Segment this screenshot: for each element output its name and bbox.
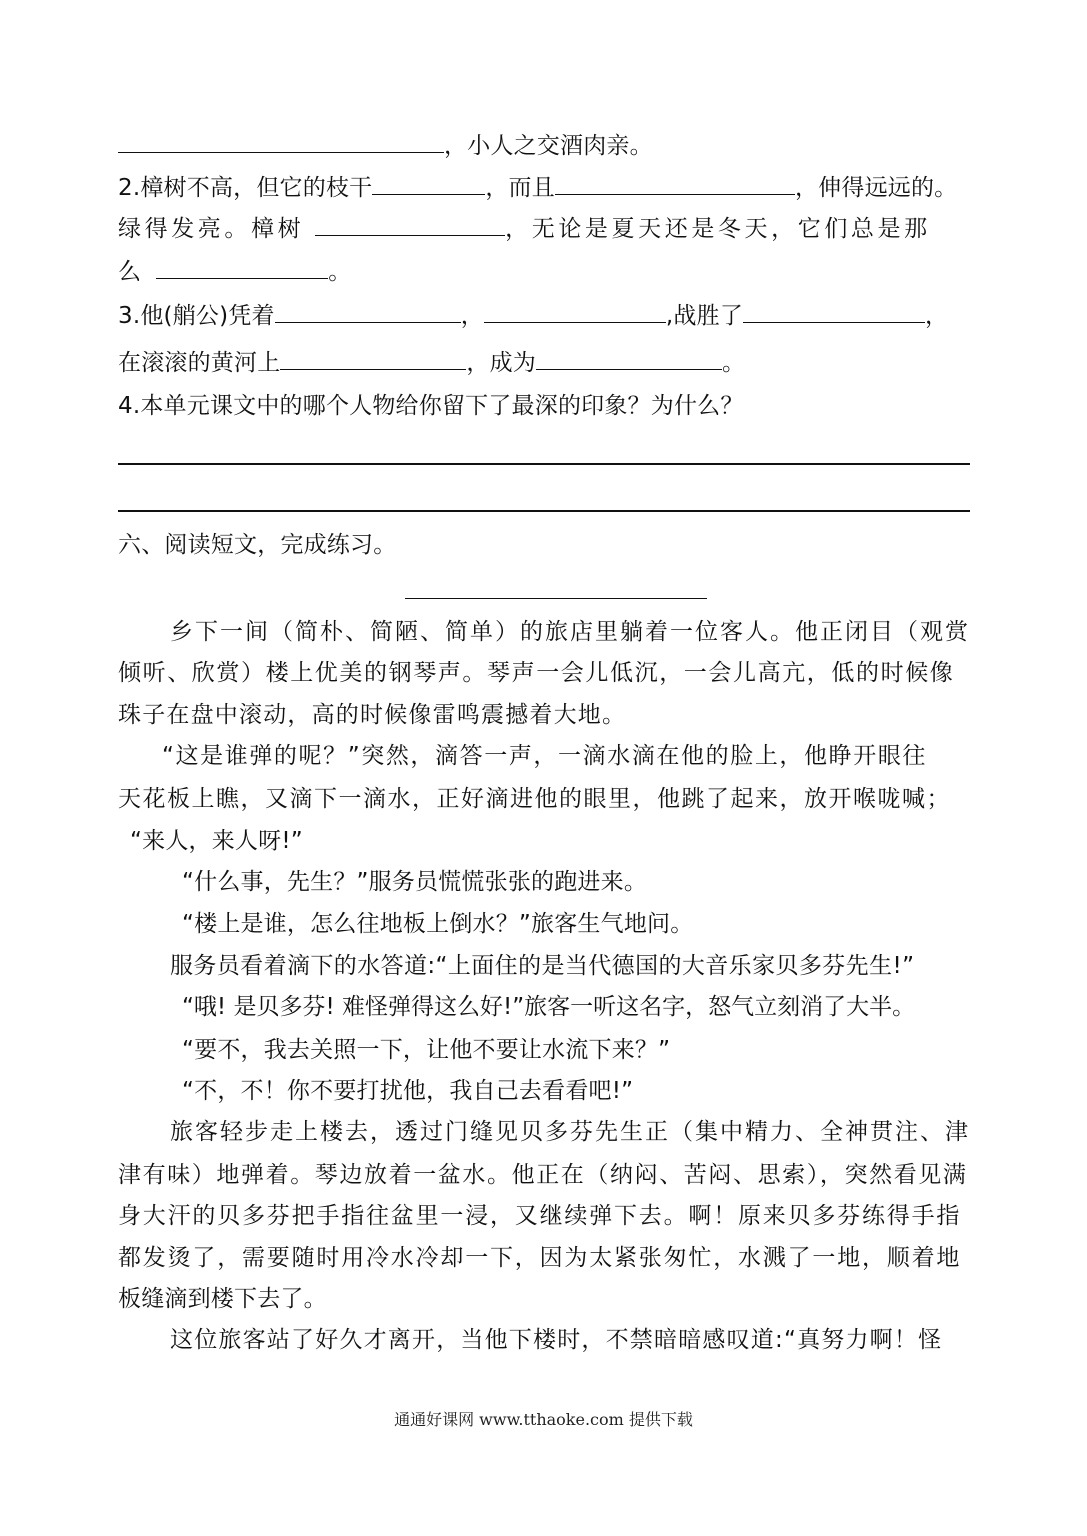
passage-line: “要不，我去关照一下，让他不要让水流下来？” — [182, 1037, 671, 1063]
text: 3.他(艄公)凭着 — [118, 303, 275, 329]
text: ，成为 — [466, 350, 537, 376]
answer-blank[interactable] — [280, 347, 466, 370]
passage-line: “这是谁弹的呢？”突然，滴答一声，一滴水滴在他的脸上，他睁开眼往 — [162, 743, 928, 769]
answer-blank[interactable] — [315, 213, 505, 236]
text: ，小人之交酒肉亲。 — [444, 133, 653, 159]
passage-line: 身大汗的贝多芬把手指往盆里一浸，又继续弹下去。啊！原来贝多芬练得手指 — [118, 1203, 962, 1229]
passage-line: “什么事，先生？”服务员慌慌张张的跑进来。 — [182, 869, 648, 895]
text: ，无论是夏天还是冬天，它们总是那 — [505, 216, 931, 242]
answer-blank[interactable] — [555, 172, 795, 195]
text: 绿得发亮。樟树 — [118, 216, 305, 242]
line-q2-3 — [118, 256, 970, 287]
passage-line: “哦! 是贝多芬! 难怪弹得这么好!”旅客一听这名字，怒气立刻消了大半。 — [182, 994, 916, 1020]
line-q4 — [118, 391, 970, 421]
answer-blank[interactable] — [536, 347, 722, 370]
text: 2.樟树不高，但它的枝干 — [118, 175, 373, 201]
passage-line: “来人，来人呀!” — [130, 828, 303, 854]
line-q2-1 — [118, 172, 970, 203]
page-footer: 通通好课网 www.tthaoke.com 提供下载 — [394, 1410, 693, 1429]
answer-blank[interactable] — [372, 172, 485, 195]
answer-blank[interactable] — [156, 256, 328, 279]
answer-blank[interactable] — [118, 130, 444, 153]
text: ， — [925, 303, 949, 329]
text: 。 — [328, 259, 352, 285]
passage-line: 珠子在盘中滚动，高的时候像雷鸣震撼着大地。 — [118, 702, 627, 728]
section-heading: 六、阅读短文，完成练习。 — [118, 532, 397, 558]
passage-line: 板缝滴到楼下去了。 — [118, 1286, 327, 1312]
text: ,战胜了 — [665, 303, 744, 329]
passage-line: 乡下一间（简朴、简陋、简单）的旅店里躺着一位客人。他正闭目（观赏 — [170, 619, 970, 645]
text: ，伸得远远的。 — [794, 175, 958, 201]
answer-blank[interactable] — [275, 300, 461, 323]
answer-blank[interactable] — [743, 300, 925, 323]
text: 在滚滚的黄河上 — [118, 350, 281, 376]
passage-line: 旅客轻步走上楼去，透过门缝见贝多芬先生正（集中精力、全神贯注、津 — [170, 1119, 970, 1145]
passage-line: 倾听、欣赏）楼上优美的钢琴声。琴声一会儿低沉，一会儿高亢，低的时候像 — [118, 660, 955, 686]
title-blank[interactable] — [405, 598, 707, 599]
line-q1 — [118, 130, 970, 161]
answer-line[interactable] — [118, 510, 970, 512]
passage-line: “楼上是谁，怎么往地板上倒水？”旅客生气地问。 — [182, 911, 694, 937]
answer-blank[interactable] — [484, 300, 666, 323]
answer-line[interactable] — [118, 463, 970, 465]
passage-line: 天花板上瞧，又滴下一滴水，正好滴进他的眼里，他跳了起来，放开喉咙喊； — [118, 786, 951, 812]
line-q3-1 — [118, 300, 970, 331]
passage-line: 都发烫了，需要随时用冷水冷却一下，因为太紧张匆忙，水溅了一地，顺着地 — [118, 1245, 962, 1271]
line-q3-2 — [118, 347, 970, 378]
line-q2-2 — [118, 213, 970, 244]
text: ，而且 — [485, 175, 555, 201]
text: 。 — [722, 350, 746, 376]
text: 么 — [118, 259, 142, 285]
text: ， — [460, 303, 484, 329]
passage-line: 这位旅客站了好久才离开，当他下楼时，不禁暗暗感叹道:“真努力啊！怪 — [170, 1327, 943, 1353]
passage-line: 服务员看着滴下的水答道:“上面住的是当代德国的大音乐家贝多芬先生!” — [170, 953, 915, 979]
question-text: 4.本单元课文中的哪个人物给你留下了最深的印象？为什么？ — [118, 393, 744, 419]
passage-line: 津有味）地弹着。琴边放着一盆水。他正在（纳闷、苦闷、思索），突然看见满 — [118, 1162, 968, 1188]
passage-line: “不，不！你不要打扰他，我自己去看看吧!” — [182, 1078, 634, 1104]
